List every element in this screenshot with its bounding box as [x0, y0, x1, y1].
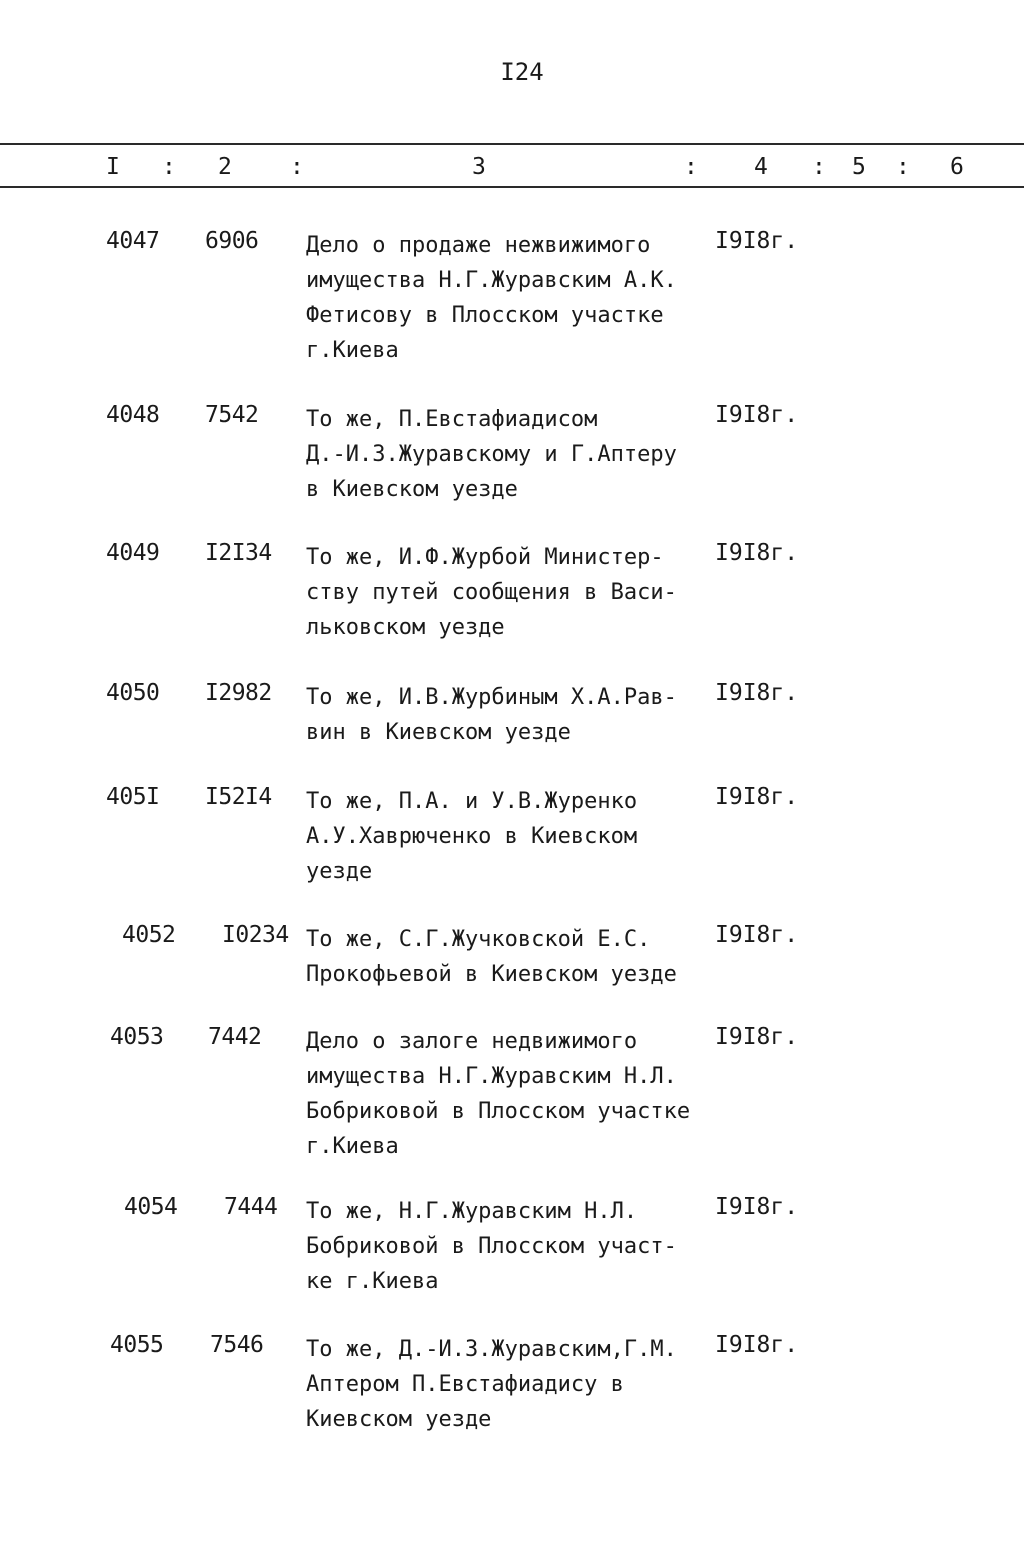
- description-line: Аптером П.Евстафиадису в: [306, 1372, 624, 1397]
- record-date: I9I8г.: [715, 680, 799, 706]
- header-sep-3: :: [684, 154, 698, 180]
- description-line: имущества Н.Г.Журавским Н.Л.: [306, 1064, 677, 1089]
- record-code: 7542: [205, 402, 259, 428]
- description-line: г.Киева: [306, 338, 399, 363]
- description-line: Киевском уезде: [306, 1407, 492, 1432]
- record-description: [306, 540, 726, 645]
- description-line: ке г.Киева: [306, 1269, 439, 1294]
- record-code: 7442: [208, 1024, 262, 1050]
- description-line: То же, И.В.Журбиным Х.А.Рав-: [306, 685, 677, 710]
- record-description: [306, 228, 726, 368]
- record-code: I52I4: [205, 784, 272, 810]
- header-sep-2: :: [290, 154, 304, 180]
- description-line: Фетисову в Плосском участке: [306, 303, 664, 328]
- record-number: 4055: [110, 1332, 164, 1358]
- record-date: I9I8г.: [715, 784, 799, 810]
- record-code: 7444: [224, 1194, 278, 1220]
- description-line: Бобриковой в Плосском участ-: [306, 1234, 677, 1259]
- header-col-3: 3: [472, 154, 486, 180]
- record-description: [306, 680, 726, 750]
- record-number: 4054: [124, 1194, 178, 1220]
- header-col-5: 5: [852, 154, 866, 180]
- record-code: I2982: [205, 680, 272, 706]
- description-line: А.У.Хаврюченко в Киевском: [306, 824, 638, 849]
- record-description: [306, 922, 726, 992]
- description-line: Д.-И.З.Журавскому и Г.Аптеру: [306, 442, 677, 467]
- record-number: 4052: [122, 922, 176, 948]
- header-col-6: 6: [950, 154, 964, 180]
- record-description: [306, 784, 726, 889]
- description-line: уезде: [306, 859, 373, 884]
- description-line: льковском уезде: [306, 615, 505, 640]
- description-line: вин в Киевском уезде: [306, 720, 571, 745]
- header-col-1: I: [106, 154, 120, 180]
- record-description: [306, 1194, 726, 1299]
- record-date: I9I8г.: [715, 1332, 799, 1358]
- record-description: [306, 1024, 726, 1164]
- record-date: I9I8г.: [715, 1024, 799, 1050]
- record-date: I9I8г.: [715, 402, 799, 428]
- description-line: То же, П.Евстафиадисом: [306, 407, 598, 432]
- description-line: в Киевском уезде: [306, 477, 518, 502]
- description-line: То же, П.А. и У.В.Журенко: [306, 789, 638, 814]
- header-col-4: 4: [754, 154, 768, 180]
- record-date: I9I8г.: [715, 922, 799, 948]
- record-code: I2I34: [205, 540, 272, 566]
- page-number: I24: [500, 58, 544, 86]
- description-line: То же, Д.-И.З.Журавским,Г.М.: [306, 1337, 677, 1362]
- header-sep-5: :: [896, 154, 910, 180]
- description-line: То же, И.Ф.Журбой Министер-: [306, 545, 664, 570]
- record-date: I9I8г.: [715, 1194, 799, 1220]
- record-date: I9I8г.: [715, 228, 799, 254]
- description-line: Бобриковой в Плосском участке: [306, 1099, 691, 1124]
- record-number: 4049: [106, 540, 160, 566]
- record-number: 4047: [106, 228, 160, 254]
- description-line: Прокофьевой в Киевском уезде: [306, 962, 677, 987]
- record-date: I9I8г.: [715, 540, 799, 566]
- record-number: 405I: [106, 784, 160, 810]
- record-number: 4050: [106, 680, 160, 706]
- header-bottom-rule: [0, 186, 1024, 188]
- header-top-rule: [0, 143, 1024, 145]
- record-description: [306, 1332, 726, 1437]
- description-line: То же, Н.Г.Журавским Н.Л.: [306, 1199, 638, 1224]
- description-line: имущества Н.Г.Журавским А.К.: [306, 268, 677, 293]
- header-sep-1: :: [162, 154, 176, 180]
- record-number: 4053: [110, 1024, 164, 1050]
- header-col-2: 2: [218, 154, 232, 180]
- record-number: 4048: [106, 402, 160, 428]
- description-line: г.Киева: [306, 1134, 399, 1159]
- description-line: То же, С.Г.Жучковской Е.С.: [306, 927, 651, 952]
- record-description: [306, 402, 726, 507]
- description-line: Дело о залоге недвижимого: [306, 1029, 638, 1054]
- record-code: 7546: [210, 1332, 264, 1358]
- record-code: I0234: [222, 922, 289, 948]
- record-code: 6906: [205, 228, 259, 254]
- description-line: ству путей сообщения в Васи-: [306, 580, 677, 605]
- description-line: Дело о продаже нежвижимого: [306, 233, 651, 258]
- header-sep-4: :: [812, 154, 826, 180]
